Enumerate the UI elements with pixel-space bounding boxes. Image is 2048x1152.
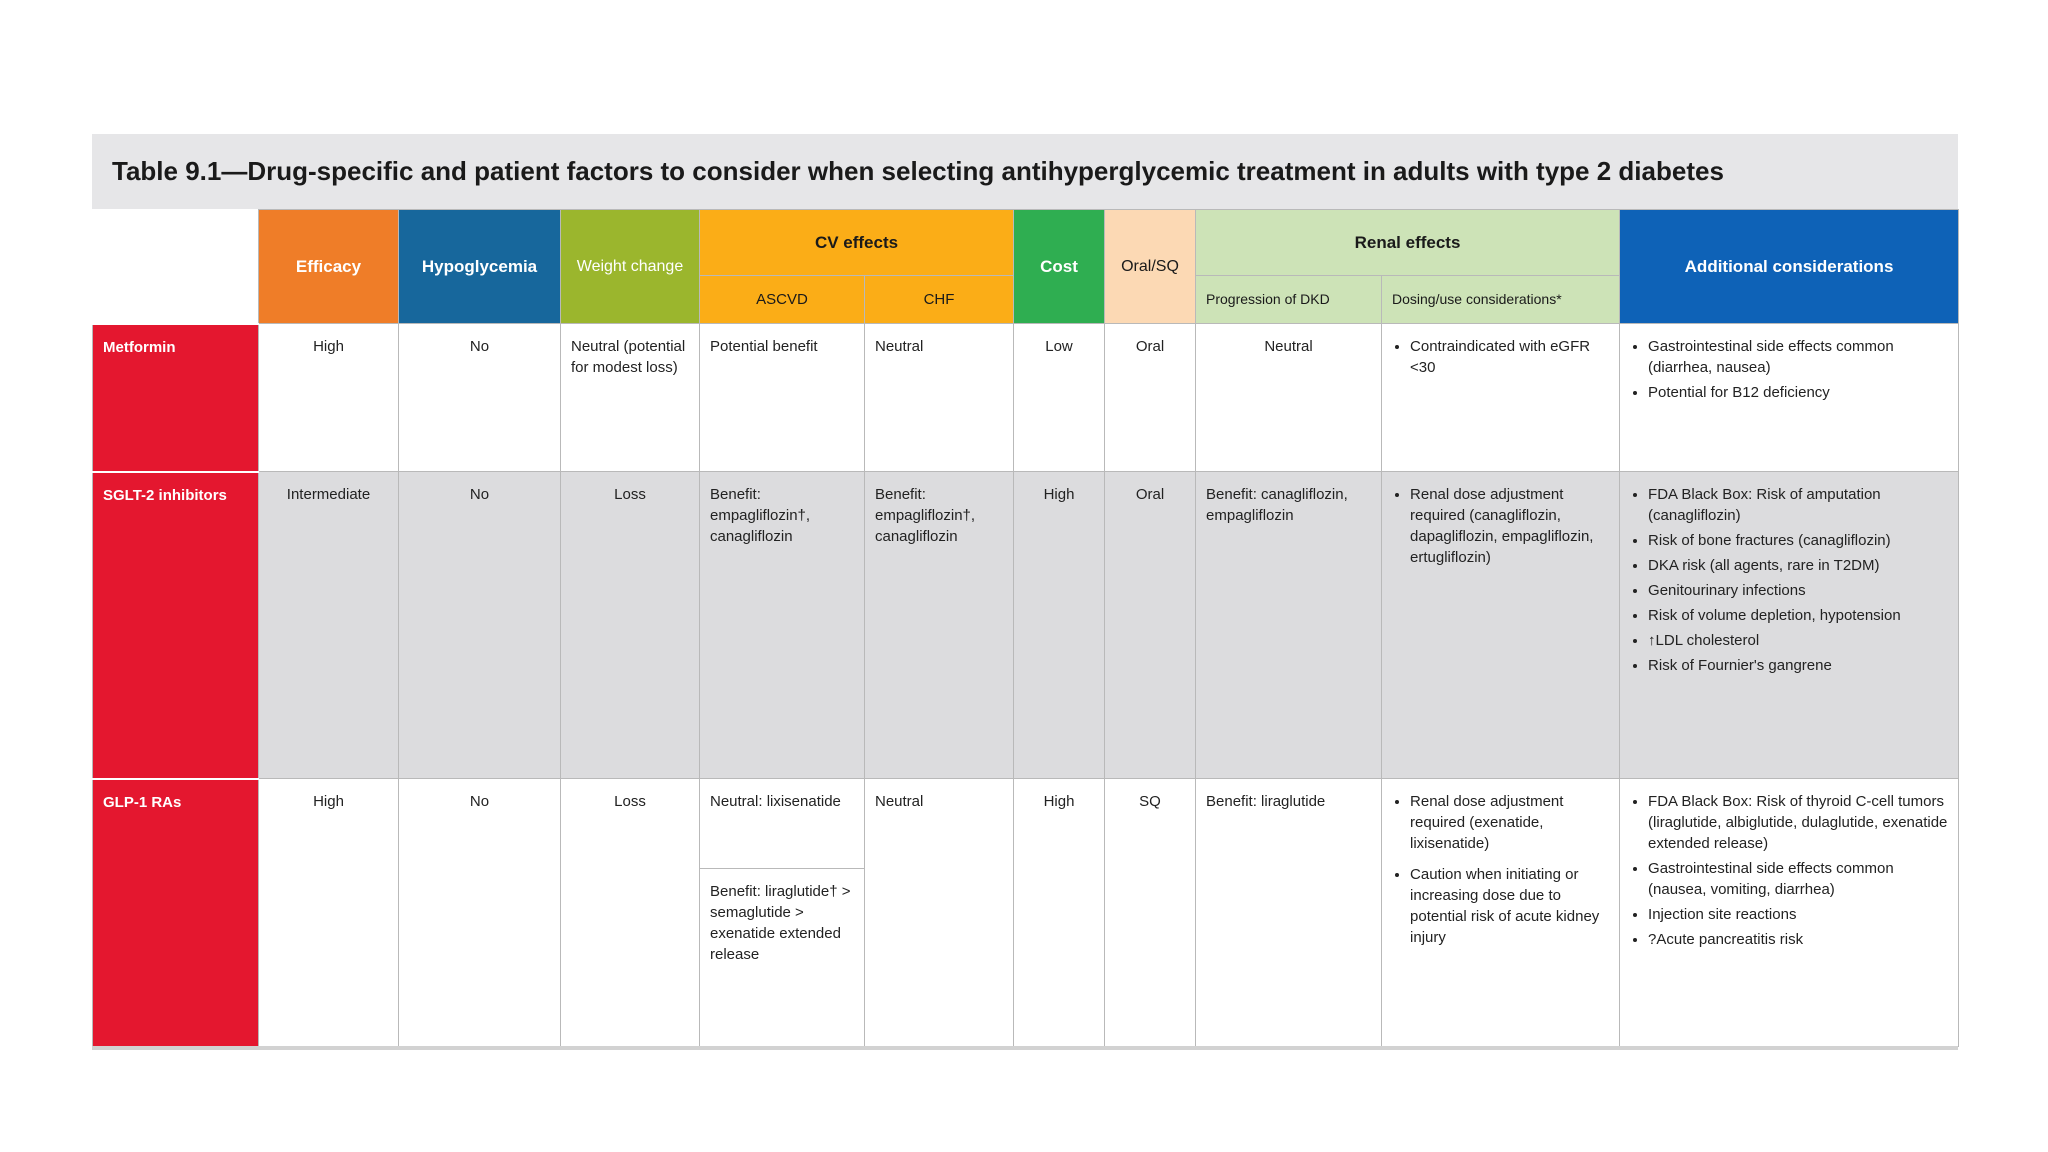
- header-oral-sq: Oral/SQ: [1105, 210, 1196, 324]
- table-row: [93, 472, 1959, 779]
- cell-hypoglycemia: No: [399, 779, 561, 1047]
- header-efficacy: Efficacy: [259, 210, 399, 324]
- list-item: • Injection site reactions: [1648, 904, 1948, 925]
- cell-dkd: Benefit: canagliflozin, empagliflozin: [1196, 472, 1382, 779]
- cell-ascvd: [700, 779, 865, 1047]
- list-item: • FDA Black Box: Risk of thyroid C-cell tumors (liraglutide, albiglutide, dulaglutide, exenatide extended release): [1648, 791, 1948, 854]
- cell-efficacy: Intermediate: [259, 472, 399, 779]
- table-title: Table 9.1—Drug-specific and patient factors to consider when selecting antihyperglycemic treatment in adults with type 2 diabetes: [92, 134, 1958, 209]
- list-item: • Renal dose adjustment required (canagliflozin, dapagliflozin, empagliflozin, ertugliflozin): [1410, 484, 1609, 568]
- cell-weight: Loss: [561, 779, 700, 1047]
- cell-cost: High: [1014, 779, 1105, 1047]
- cell-chf: Benefit: empagliflozin†, canagliflozin: [865, 472, 1014, 779]
- header-ascvd: ASCVD: [700, 276, 865, 324]
- cell-dosing: [1382, 779, 1620, 1047]
- drug-factors-table: [92, 209, 1959, 1047]
- cell-chf: Neutral: [865, 779, 1014, 1047]
- header-chf: CHF: [865, 276, 1014, 324]
- cell-dosing: [1382, 472, 1620, 779]
- header-dosing: Dosing/use considerations*: [1382, 276, 1620, 324]
- cell-additional: [1620, 779, 1959, 1047]
- list-item: • Gastrointestinal side effects common (diarrhea, nausea): [1648, 336, 1948, 378]
- header-additional: Additional considerations: [1620, 210, 1959, 324]
- cell-weight: Loss: [561, 472, 700, 779]
- header-progression-dkd: Progression of DKD: [1196, 276, 1382, 324]
- list-item: • Risk of bone fractures (canagliflozin): [1648, 530, 1948, 551]
- list-item: • Caution when initiating or increasing dose due to potential risk of acute kidney injury: [1410, 864, 1609, 948]
- header-weight-change: Weight change: [561, 210, 700, 324]
- cell-cost: Low: [1014, 324, 1105, 472]
- list-item: • Gastrointestinal side effects common (nausea, vomiting, diarrhea): [1648, 858, 1948, 900]
- cell-hypoglycemia: No: [399, 472, 561, 779]
- cell-ascvd: Benefit: empagliflozin†, canagliflozin: [700, 472, 865, 779]
- cell-weight: Neutral (potential for modest loss): [561, 324, 700, 472]
- header-cost: Cost: [1014, 210, 1105, 324]
- cell-oral: Oral: [1105, 472, 1196, 779]
- header-renal-effects: Renal effects: [1196, 210, 1620, 276]
- table-row: [93, 324, 1959, 472]
- cell-additional: [1620, 324, 1959, 472]
- row-label-sglt2: SGLT-2 inhibitors: [93, 472, 259, 779]
- cell-cost: High: [1014, 472, 1105, 779]
- list-item: • Renal dose adjustment required (exenatide, lixisenatide): [1410, 791, 1609, 854]
- cell-ascvd: Potential benefit: [700, 324, 865, 472]
- header-cv-effects: CV effects: [700, 210, 1014, 276]
- cell-chf: Neutral: [865, 324, 1014, 472]
- cell-hypoglycemia: No: [399, 324, 561, 472]
- table-row: [93, 779, 1959, 1047]
- cell-dkd: Benefit: liraglutide: [1196, 779, 1382, 1047]
- list-item: • Risk of volume depletion, hypotension: [1648, 605, 1948, 626]
- corner-blank: [93, 210, 259, 324]
- list-item: • Genitourinary infections: [1648, 580, 1948, 601]
- table-bottom-border: [92, 1046, 1958, 1050]
- ascvd-neutral: Neutral: lixisenatide: [700, 779, 864, 869]
- row-label-glp1: GLP-1 RAs: [93, 779, 259, 1047]
- list-item: • ?Acute pancreatitis risk: [1648, 929, 1948, 950]
- drug-table-figure: [92, 134, 1958, 1047]
- cell-oral: SQ: [1105, 779, 1196, 1047]
- list-item: • Potential for B12 deficiency: [1648, 382, 1948, 403]
- row-label-metformin: Metformin: [93, 324, 259, 472]
- header-hypoglycemia: Hypoglycemia: [399, 210, 561, 324]
- cell-efficacy: High: [259, 779, 399, 1047]
- ascvd-benefit: Benefit: liraglutide† > semaglutide > exenatide extended release: [710, 883, 851, 963]
- list-item: • Risk of Fournier's gangrene: [1648, 655, 1948, 676]
- list-item: • FDA Black Box: Risk of amputation (canagliflozin): [1648, 484, 1948, 526]
- list-item: • ↑LDL cholesterol: [1648, 630, 1948, 651]
- list-item: • DKA risk (all agents, rare in T2DM): [1648, 555, 1948, 576]
- cell-efficacy: High: [259, 324, 399, 472]
- cell-dosing: [1382, 324, 1620, 472]
- cell-dkd: Neutral: [1196, 324, 1382, 472]
- list-item: • Contraindicated with eGFR <30: [1410, 336, 1609, 378]
- cell-oral: Oral: [1105, 324, 1196, 472]
- cell-additional: [1620, 472, 1959, 779]
